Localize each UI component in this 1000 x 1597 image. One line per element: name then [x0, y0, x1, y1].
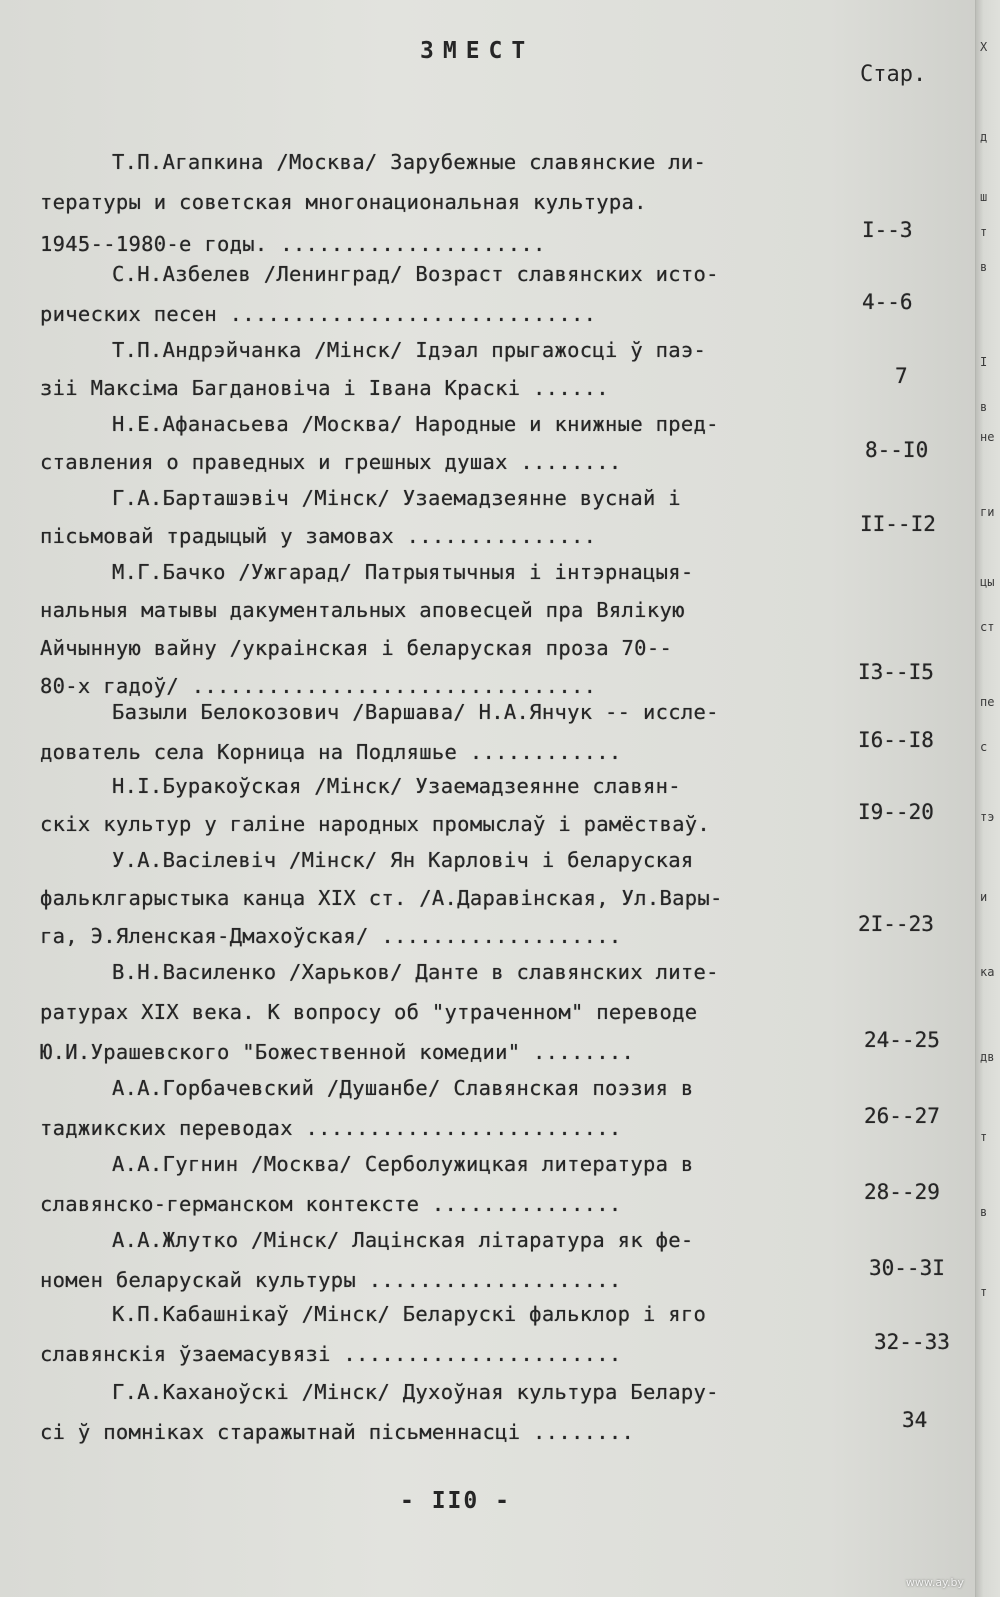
page-title: ЗМЕСТ [420, 38, 535, 64]
toc-entry-title-line: М.Г.Бачко /Ужгарад/ Патрыятычныя і інтэрнацыя- [112, 560, 694, 584]
toc-entry-pages: 30--3I [869, 1256, 945, 1280]
margin-fragment: в [980, 260, 988, 274]
margin-fragment: Х [980, 40, 988, 54]
toc-entry-line: сі ў помніках старажытнай пісьменнасці ........ [40, 1420, 635, 1444]
toc-entry-pages: 34 [902, 1408, 928, 1432]
toc-entry-title-line: А.А.Жлутко /Мінск/ Лацінская літаратура як фе- [112, 1228, 694, 1252]
margin-fragment: ш [980, 190, 988, 204]
toc-entry-line: фальклгарыстыка канца XIX ст. /А.Даравінская, Ул.Вары- [40, 886, 723, 910]
margin-fragment: не [980, 430, 995, 444]
toc-entry-line: ратурах XIX века. К вопросу об "утраченном" переводе [40, 1000, 698, 1024]
page-number: - II0 - [400, 1488, 511, 1514]
toc-entry-line: славянскія ўзаемасувязі ...................... [40, 1342, 622, 1366]
toc-entry-title-line: А.А.Гугнин /Москва/ Серболужицкая литература в [112, 1152, 694, 1176]
toc-entry-title-line: К.П.Кабашнікаў /Мінск/ Беларускі фальклор і яго [112, 1302, 707, 1326]
margin-fragment: т [980, 1285, 988, 1299]
toc-entry-title-line: А.А.Горбачевский /Душанбе/ Славянская поэзия в [112, 1076, 694, 1100]
toc-entry-line: 1945--1980-е годы. ..................... [40, 232, 546, 256]
toc-entry-title-line: Г.А.Барташэвіч /Мінск/ Узаемадзеянне вуснай і [112, 486, 681, 510]
margin-fragment: ка [980, 965, 995, 979]
toc-entry-line: скіх культур у галіне народных промыслаў і рамёстваў. [40, 812, 711, 836]
toc-entry-line: рических песен ............................. [40, 302, 597, 326]
toc-entry-pages: I9--20 [858, 800, 934, 824]
margin-fragment: т [980, 1130, 988, 1144]
adjacent-page-edge [975, 0, 1000, 1597]
toc-entry-title-line: С.Н.Азбелев /Ленинград/ Возраст славянских исто- [112, 262, 719, 286]
toc-entry-title-line: Г.А.Каханоўскі /Мінск/ Духоўная культура Белару- [112, 1380, 719, 1404]
toc-entry-line: таджикских переводах ......................... [40, 1116, 622, 1140]
margin-fragment: с [980, 740, 988, 754]
margin-fragment: пе [980, 695, 995, 709]
toc-entry-pages: 26--27 [864, 1104, 940, 1128]
toc-entry-line: зіі Максіма Багдановіча і Івана Краскі ...... [40, 376, 609, 400]
toc-entry-line: ставления о праведных и грешных душах ........ [40, 450, 622, 474]
margin-fragment: и [980, 890, 988, 904]
toc-entry-pages: 4--6 [862, 290, 913, 314]
toc-entry-pages: 8--I0 [865, 438, 929, 462]
toc-entry-pages: II--I2 [860, 512, 936, 536]
toc-entry-pages: 7 [895, 364, 908, 388]
toc-entry-pages: 2I--23 [858, 912, 934, 936]
margin-fragment: д [980, 130, 988, 144]
toc-entry-pages: 24--25 [864, 1028, 940, 1052]
margin-fragment: т [980, 225, 988, 239]
toc-entry-line: номен беларускай культуры .................... [40, 1268, 622, 1292]
watermark: www.ay.by [905, 1576, 964, 1589]
margin-fragment: в [980, 1205, 988, 1219]
toc-entry-line: Ю.И.Урашевского "Божественной комедии" ........ [40, 1040, 635, 1064]
toc-entry-title-line: Н.Е.Афанасьева /Москва/ Народные и книжные пред- [112, 412, 719, 436]
toc-entry-line: 80-х гадоў/ ................................ [40, 674, 597, 698]
toc-entry-line: нальныя матывы дакументальных аповесцей пра Вялікую [40, 598, 685, 622]
toc-entry-title-line: Базыли Белокозович /Варшава/ Н.А.Янчук -- иссле- [112, 700, 719, 724]
toc-entry-line: славянско-германском контексте ............... [40, 1192, 622, 1216]
margin-fragment: цы [980, 575, 995, 589]
toc-entry-pages: I6--I8 [858, 728, 934, 752]
margin-fragment: ги [980, 505, 995, 519]
toc-entry-title-line: Т.П.Андрэйчанка /Мінск/ Ідэал прыгажосці ў паэ- [112, 338, 707, 362]
toc-entry-pages: I--3 [862, 218, 913, 242]
toc-entry-line: Айчынную вайну /украінская і беларуская проза 70-- [40, 636, 673, 660]
margin-fragment: дв [980, 1050, 995, 1064]
toc-entry-line: га, Э.Яленская-Дмахоўская/ ................... [40, 924, 622, 948]
margin-fragment: ст [980, 620, 995, 634]
toc-entry-title-line: В.Н.Василенко /Харьков/ Данте в славянских лите- [112, 960, 719, 984]
margin-fragment: І [980, 355, 988, 369]
margin-fragment: тэ [980, 810, 995, 824]
toc-entry-line: тературы и советская многонациональная культура. [40, 190, 647, 214]
toc-entry-pages: 32--33 [874, 1330, 950, 1354]
margin-fragment: в [980, 400, 988, 414]
toc-entry-line: дователь села Корница на Подляшье ............ [40, 740, 622, 764]
toc-entry-title-line: У.А.Васілевіч /Мінск/ Ян Карловіч і беларуская [112, 848, 694, 872]
toc-entry-pages: 28--29 [864, 1180, 940, 1204]
page-column-label: Стар. [860, 62, 927, 87]
toc-entry-title-line: Т.П.Агапкина /Москва/ Зарубежные славянские ли- [112, 150, 707, 174]
toc-entry-pages: I3--I5 [858, 660, 934, 684]
toc-entry-title-line: Н.І.Буракоўская /Мінск/ Узаемадзеянне славян- [112, 774, 681, 798]
toc-entry-line: пісьмовай традыцый у замовах ............... [40, 524, 597, 548]
